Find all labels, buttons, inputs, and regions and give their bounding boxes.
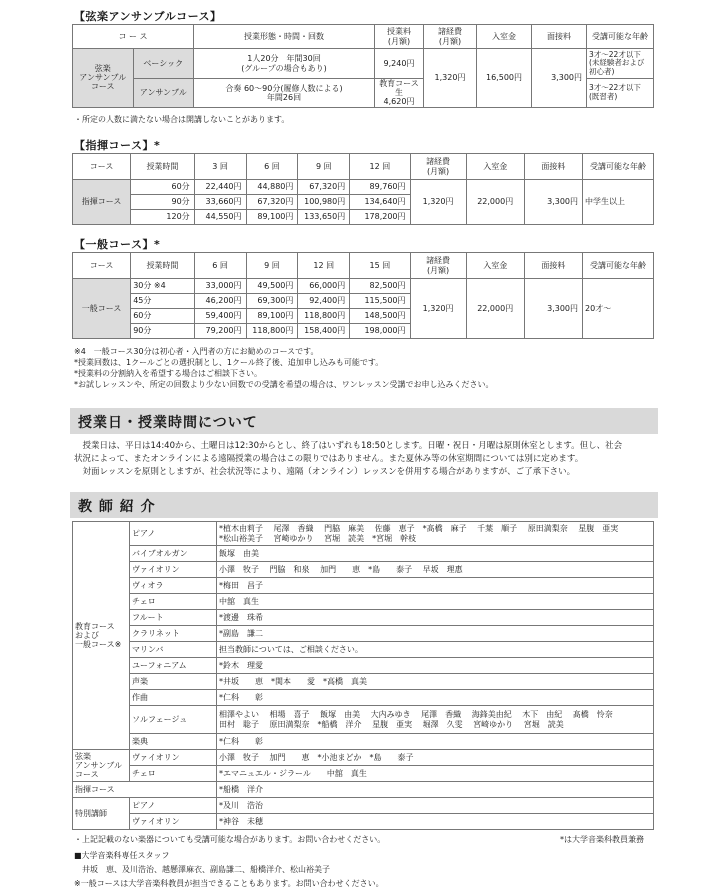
table-cell: 115,500円 [350, 294, 410, 309]
interview-fee: 3,300円 [532, 49, 587, 108]
teachers-table [72, 521, 654, 830]
table-cell: 178,200円 [350, 210, 410, 225]
teacher-group-ensemble: 弦楽 アンサンブル コース [73, 750, 130, 782]
table-cell: 133,650円 [298, 210, 350, 225]
basic-label: ベーシック [133, 49, 194, 79]
teacher-names: 小澤 牧子 門脇 和泉 加門 恵 *島 泰子 早坂 理惠 [217, 562, 654, 578]
c-col-misc: 諸経費 (月額) [410, 154, 466, 180]
col-entry: 入室金 [477, 25, 532, 49]
teacher-instrument: ヴァイオリン [130, 814, 217, 830]
table-cell: 66,000円 [298, 279, 350, 294]
teacher-instrument: ピアノ [130, 522, 217, 546]
teacher-instrument: ピアノ [130, 798, 217, 814]
g-col-15: 15 回 [350, 253, 410, 279]
table-cell: 120分 [131, 210, 194, 225]
teacher-names: *エマニュエル・ジラール 中舘 真生 [217, 766, 654, 782]
string-ensemble-note: ・所定の人数に満たない場合は開講しないことがあります。 [74, 115, 290, 124]
schedule-line: 授業日は、平日は14:40から、土曜日は12:30からとし、終了はいずれも18:50とします。日曜・祝日・月曜は原則休室とします。但し、社会 [74, 441, 623, 451]
teacher-names: 飯塚 由美 [217, 546, 654, 562]
g-col-age: 受講可能な年齢 [583, 253, 654, 279]
schedule-line: 状況によって、またオンラインによる遠隔授業の場合はこの限りではありません。また夏休み等の休室期間については別に定めます。 [74, 454, 584, 464]
c-entry: 22,000円 [466, 180, 524, 225]
col-form: 授業形態・時間・回数 [194, 25, 375, 49]
g-course: 一般コース [73, 279, 131, 339]
ensemble-form: 合奏 60～90分(履修人数による) 年間26回 [194, 79, 375, 108]
basic-fee: 9,240円 [375, 49, 424, 79]
note-line: ※4 一般コース30分は初心者・入門者の方にお勧めのコースです。 [74, 347, 319, 356]
g-col-9: 9 回 [246, 253, 298, 279]
c-col-entry: 入室金 [466, 154, 524, 180]
teacher-instrument: ヴァイオリン [130, 750, 217, 766]
table-cell: 60分 [131, 309, 194, 324]
table-cell: 90分 [131, 195, 194, 210]
teachers-title: 教 師 紹 介 [78, 499, 156, 515]
table-cell: 33,000円 [194, 279, 246, 294]
g-age: 20才～ [583, 279, 654, 339]
schedule-line: 対面レッスンを原則としますが、社会状況等により、遠隔（オンライン）レッスンを併用する場合がありますが、ご了承下さい。 [74, 467, 576, 477]
g-col-12: 12 回 [298, 253, 350, 279]
teacher-instrument: ソルフェージュ [130, 706, 217, 734]
teacher-instrument: ヴィオラ [130, 578, 217, 594]
basic-form: 1人20分 年間30回 (グループの場合もあり) [194, 49, 375, 79]
col-fee: 授業料 (月額) [375, 25, 424, 49]
course-name: 弦楽 アンサンブル コース [73, 49, 134, 108]
teacher-group-conducting: 指揮コース [73, 782, 217, 798]
g-col-misc: 諸経費 (月額) [410, 253, 466, 279]
c-age: 中学生以上 [583, 180, 654, 225]
col-interview: 面接料 [532, 25, 587, 49]
table-cell: 100,980円 [298, 195, 350, 210]
g-col-course: コース [73, 253, 131, 279]
c-interview: 3,300円 [524, 180, 582, 225]
table-cell: 33,660円 [194, 195, 246, 210]
conducting-heading [74, 137, 160, 153]
teacher-instrument: フルート [130, 610, 217, 626]
col-misc: 諸経費 (月額) [424, 25, 477, 49]
teacher-names: 担当教師については、ご相談ください。 [217, 642, 654, 658]
g-interview: 3,300円 [524, 279, 582, 339]
teacher-instrument: 作曲 [130, 690, 217, 706]
c-col-6: 6 回 [246, 154, 298, 180]
teacher-names: *及川 浩治 [217, 798, 654, 814]
schedule-text [74, 440, 664, 479]
table-cell: 44,880円 [246, 180, 298, 195]
table-cell: 30分 ※4 [131, 279, 194, 294]
general-title: 【一般コース】 [74, 238, 154, 251]
g-misc: 1,320円 [410, 279, 466, 339]
table-cell: 79,200円 [194, 324, 246, 339]
general-table [72, 252, 654, 339]
table-cell: 44,550円 [194, 210, 246, 225]
c-misc: 1,320円 [410, 180, 466, 225]
teacher-names: *副島 謙二 [217, 626, 654, 642]
general-heading [74, 236, 160, 252]
teacher-instrument: 声楽 [130, 674, 217, 690]
string-ensemble-title: 【弦楽アンサンブルコース】 [74, 10, 222, 23]
note-line: *授業回数は、1クールごとの選択制とし、1クール終了後、追加申し込みも可能です。 [74, 358, 384, 367]
table-cell: 92,400円 [298, 294, 350, 309]
table-cell: 89,760円 [350, 180, 410, 195]
teacher-names: *仁科 彰 [217, 734, 654, 750]
teacher-names: *梅田 昌子 [217, 578, 654, 594]
g-entry: 22,000円 [466, 279, 524, 339]
teacher-group-special: 特別講師 [73, 798, 130, 830]
conducting-table [72, 153, 654, 225]
table-cell: 148,500円 [350, 309, 410, 324]
general-faculty-note: ※一般コースは大学音楽科教員が担当できることもあります。お問い合わせください。 [74, 879, 384, 888]
teacher-instrument: クラリネット [130, 626, 217, 642]
table-cell: 89,100円 [246, 210, 298, 225]
entry-fee: 16,500円 [477, 49, 532, 108]
age-basic: 3才～22才以下 (未経験者および 初心者) [587, 49, 654, 79]
note-line: *お試しレッスンや、所定の回数より少ない回数での受講を希望の場合は、ワンレッスン受講でお申し込みください。 [74, 380, 494, 389]
ensemble-fee: 教育コース生 4,620円 [375, 79, 424, 108]
table-cell: 198,000円 [350, 324, 410, 339]
col-age: 受講可能な年齢 [587, 25, 654, 49]
table-cell: 49,500円 [246, 279, 298, 294]
teachers-note: ・上記記載のない楽器についても受講可能な場合があります。お問い合わせください。 [74, 835, 386, 844]
teacher-instrument: マリンバ [130, 642, 217, 658]
teacher-instrument: ヴァイオリン [130, 562, 217, 578]
general-mark: * [153, 238, 161, 251]
schedule-band [70, 408, 658, 434]
staff-title: ■大学音楽科専任スタッフ [74, 851, 170, 860]
table-cell: 118,800円 [298, 309, 350, 324]
table-cell: 90分 [131, 324, 194, 339]
c-col-age: 受講可能な年齢 [583, 154, 654, 180]
table-cell: 67,320円 [298, 180, 350, 195]
conducting-title: 【指揮コース】 [74, 139, 154, 152]
table-cell: 60分 [131, 180, 194, 195]
string-ensemble-table [72, 24, 654, 108]
table-cell: 46,200円 [194, 294, 246, 309]
c-col-12: 12 回 [350, 154, 410, 180]
c-col-interview: 面接料 [524, 154, 582, 180]
teacher-instrument: 楽典 [130, 734, 217, 750]
teacher-names: *渡邊 珠希 [217, 610, 654, 626]
g-col-6: 6 回 [194, 253, 246, 279]
misc-fee: 1,320円 [424, 49, 477, 108]
table-cell: 59,400円 [194, 309, 246, 324]
teacher-instrument: チェロ [130, 766, 217, 782]
teacher-instrument: チェロ [130, 594, 217, 610]
table-cell: 22,440円 [194, 180, 246, 195]
age-ensemble: 3才～22才以下 (既習者) [587, 79, 654, 108]
teacher-group-education: 教育コース および 一般コース※ [73, 522, 130, 750]
table-cell: 89,100円 [246, 309, 298, 324]
table-cell: 158,400円 [298, 324, 350, 339]
teachers-band [70, 492, 658, 518]
teacher-instrument: ユーフォニアム [130, 658, 217, 674]
staff-names: 井坂 恵、及川浩治、越懸澤麻衣、副島謙二、船橋洋介、松山裕美子 [74, 865, 330, 874]
teacher-names: *船橋 洋介 [217, 782, 654, 798]
col-course: コ ー ス [73, 25, 194, 49]
teacher-names: *井坂 恵 *関本 愛 *高橋 真美 [217, 674, 654, 690]
ensemble-label: アンサンブル [133, 79, 194, 108]
c-col-3: 3 回 [194, 154, 246, 180]
note-line: *授業料の分割納入を希望する場合はご相談下さい。 [74, 369, 262, 378]
teacher-names: *神谷 未穂 [217, 814, 654, 830]
table-cell: 82,500円 [350, 279, 410, 294]
table-cell: 45分 [131, 294, 194, 309]
table-cell: 118,800円 [246, 324, 298, 339]
g-col-interview: 面接料 [524, 253, 582, 279]
table-cell: 67,320円 [246, 195, 298, 210]
faculty-note: *は大学音楽科教員兼務 [560, 835, 644, 844]
c-col-course: コース [73, 154, 131, 180]
teacher-names: *仁科 彰 [217, 690, 654, 706]
table-cell: 69,300円 [246, 294, 298, 309]
table-cell: 134,640円 [350, 195, 410, 210]
teacher-names: 中舘 真生 [217, 594, 654, 610]
g-col-entry: 入室金 [466, 253, 524, 279]
schedule-title: 授業日・授業時間について [78, 415, 258, 431]
c-col-time: 授業時間 [131, 154, 194, 180]
c-course: 指揮コース [73, 180, 131, 225]
conducting-mark: * [153, 139, 161, 152]
teacher-instrument: バイブオルガン [130, 546, 217, 562]
teacher-names: *植木由莉子 尾澤 香織 門脇 麻美 佐藤 恵子 *髙橋 麻子 千葉 順子 原田満梨奈 星腹 亜実 *松山裕美子 宮崎ゆかり 宮堀 読美 *宮堀 幹枝 [217, 522, 654, 546]
g-col-time: 授業時間 [131, 253, 194, 279]
c-col-9: 9 回 [298, 154, 350, 180]
general-notes [74, 346, 493, 390]
teacher-names: *鈴木 理愛 [217, 658, 654, 674]
teacher-names: 相澤やよい 相場 喜子 飯塚 由美 大内みゆき 尾澤 香織 海鋒美由紀 木下 由紀 髙橋 怜奈 田村 聡子 原田満梨奈 *船橋 洋介 星腹 亜実 堀澤 久雯 宮崎ゆかり 宮堀 読美 [217, 706, 654, 734]
teacher-names: 小澤 牧子 加門 恵 *小池まどか *島 泰子 [217, 750, 654, 766]
